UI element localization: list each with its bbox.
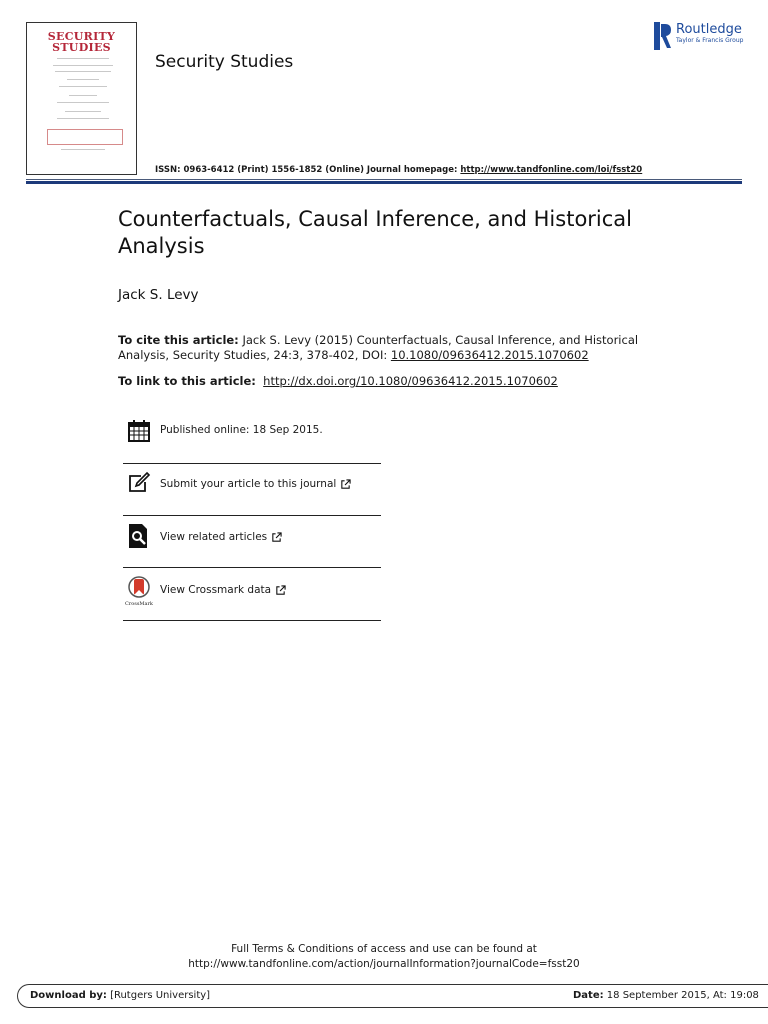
article-author: Jack S. Levy — [118, 287, 199, 303]
crossmark-item[interactable] — [123, 576, 381, 608]
divider — [123, 515, 381, 516]
date-label: Date: — [573, 990, 604, 1001]
article-link-row — [118, 374, 558, 388]
related-articles-link[interactable] — [160, 531, 282, 543]
divider — [123, 620, 381, 621]
header-rule-thick — [26, 181, 742, 184]
crossmark-badge-icon — [125, 576, 153, 598]
cover-title — [27, 31, 136, 53]
date-value: 18 September 2015, At: 19:08 — [603, 990, 759, 1001]
terms-url[interactable]: http://www.tandfonline.com/action/journalInformation?journalCode=fsst20 — [188, 958, 580, 970]
article-doi-url[interactable]: http://dx.doi.org/10.1080/09636412.2015.1070602 — [263, 374, 558, 388]
published-online-text: Published online: 18 Sep 2015. — [160, 424, 323, 436]
download-footer — [17, 984, 768, 1008]
submit-article-item[interactable] — [123, 471, 381, 501]
submit-article-link[interactable] — [160, 478, 351, 490]
routledge-logo — [654, 22, 743, 50]
citation-text: Jack S. Levy (2015) Counterfactuals, Causal Inference, and Historical Analysis, Security Studies, 24:3, 378-402, DOI: — [118, 333, 639, 362]
external-link-icon — [340, 479, 351, 490]
download-label: Download by: — [30, 990, 107, 1001]
article-link-label: To link to this article: — [118, 374, 256, 388]
terms-notice — [0, 942, 768, 972]
published-online-item — [123, 418, 381, 448]
crossmark-label: View Crossmark data — [160, 584, 272, 596]
divider — [123, 463, 381, 464]
crossmark-icon-label: CrossMark — [125, 601, 153, 607]
crossmark-link[interactable] — [160, 584, 286, 596]
divider — [123, 567, 381, 568]
cover-title-line2: STUDIES — [52, 41, 111, 54]
citation — [118, 333, 658, 363]
publisher-group: Taylor & Francis Group — [676, 37, 744, 44]
download-date — [573, 990, 759, 1001]
terms-line1: Full Terms & Conditions of access and use can be found at — [231, 943, 537, 955]
calendar-icon — [127, 419, 151, 443]
issn-text: ISSN: 0963-6412 (Print) 1556-1852 (Online) Journal homepage: — [155, 165, 461, 175]
journal-name: Security Studies — [155, 52, 294, 72]
edit-icon — [127, 471, 151, 495]
download-info — [30, 990, 210, 1001]
related-articles-label: View related articles — [160, 531, 268, 543]
external-link-icon — [275, 585, 286, 596]
submit-article-label: Submit your article to this journal — [160, 478, 337, 490]
journal-cover-thumbnail — [26, 22, 137, 175]
document-search-icon — [127, 524, 151, 548]
external-link-icon — [271, 532, 282, 543]
issn-line — [155, 165, 642, 175]
download-value: [Rutgers University] — [106, 990, 211, 1001]
header-rule-thin — [26, 179, 742, 180]
article-title: Counterfactuals, Causal Inference, and Historical Analysis — [118, 207, 633, 258]
journal-homepage-link[interactable]: http://www.tandfonline.com/loi/fsst20 — [460, 165, 643, 175]
routledge-r-icon — [654, 22, 672, 50]
cover-title-line1: SECURITY — [47, 30, 116, 43]
related-articles-item[interactable] — [123, 523, 381, 553]
crossmark-icon — [125, 576, 153, 606]
publisher-name: Routledge — [676, 22, 742, 37]
citation-doi-link[interactable]: 10.1080/09636412.2015.1070602 — [390, 348, 589, 362]
citation-label: To cite this article: — [118, 333, 239, 347]
